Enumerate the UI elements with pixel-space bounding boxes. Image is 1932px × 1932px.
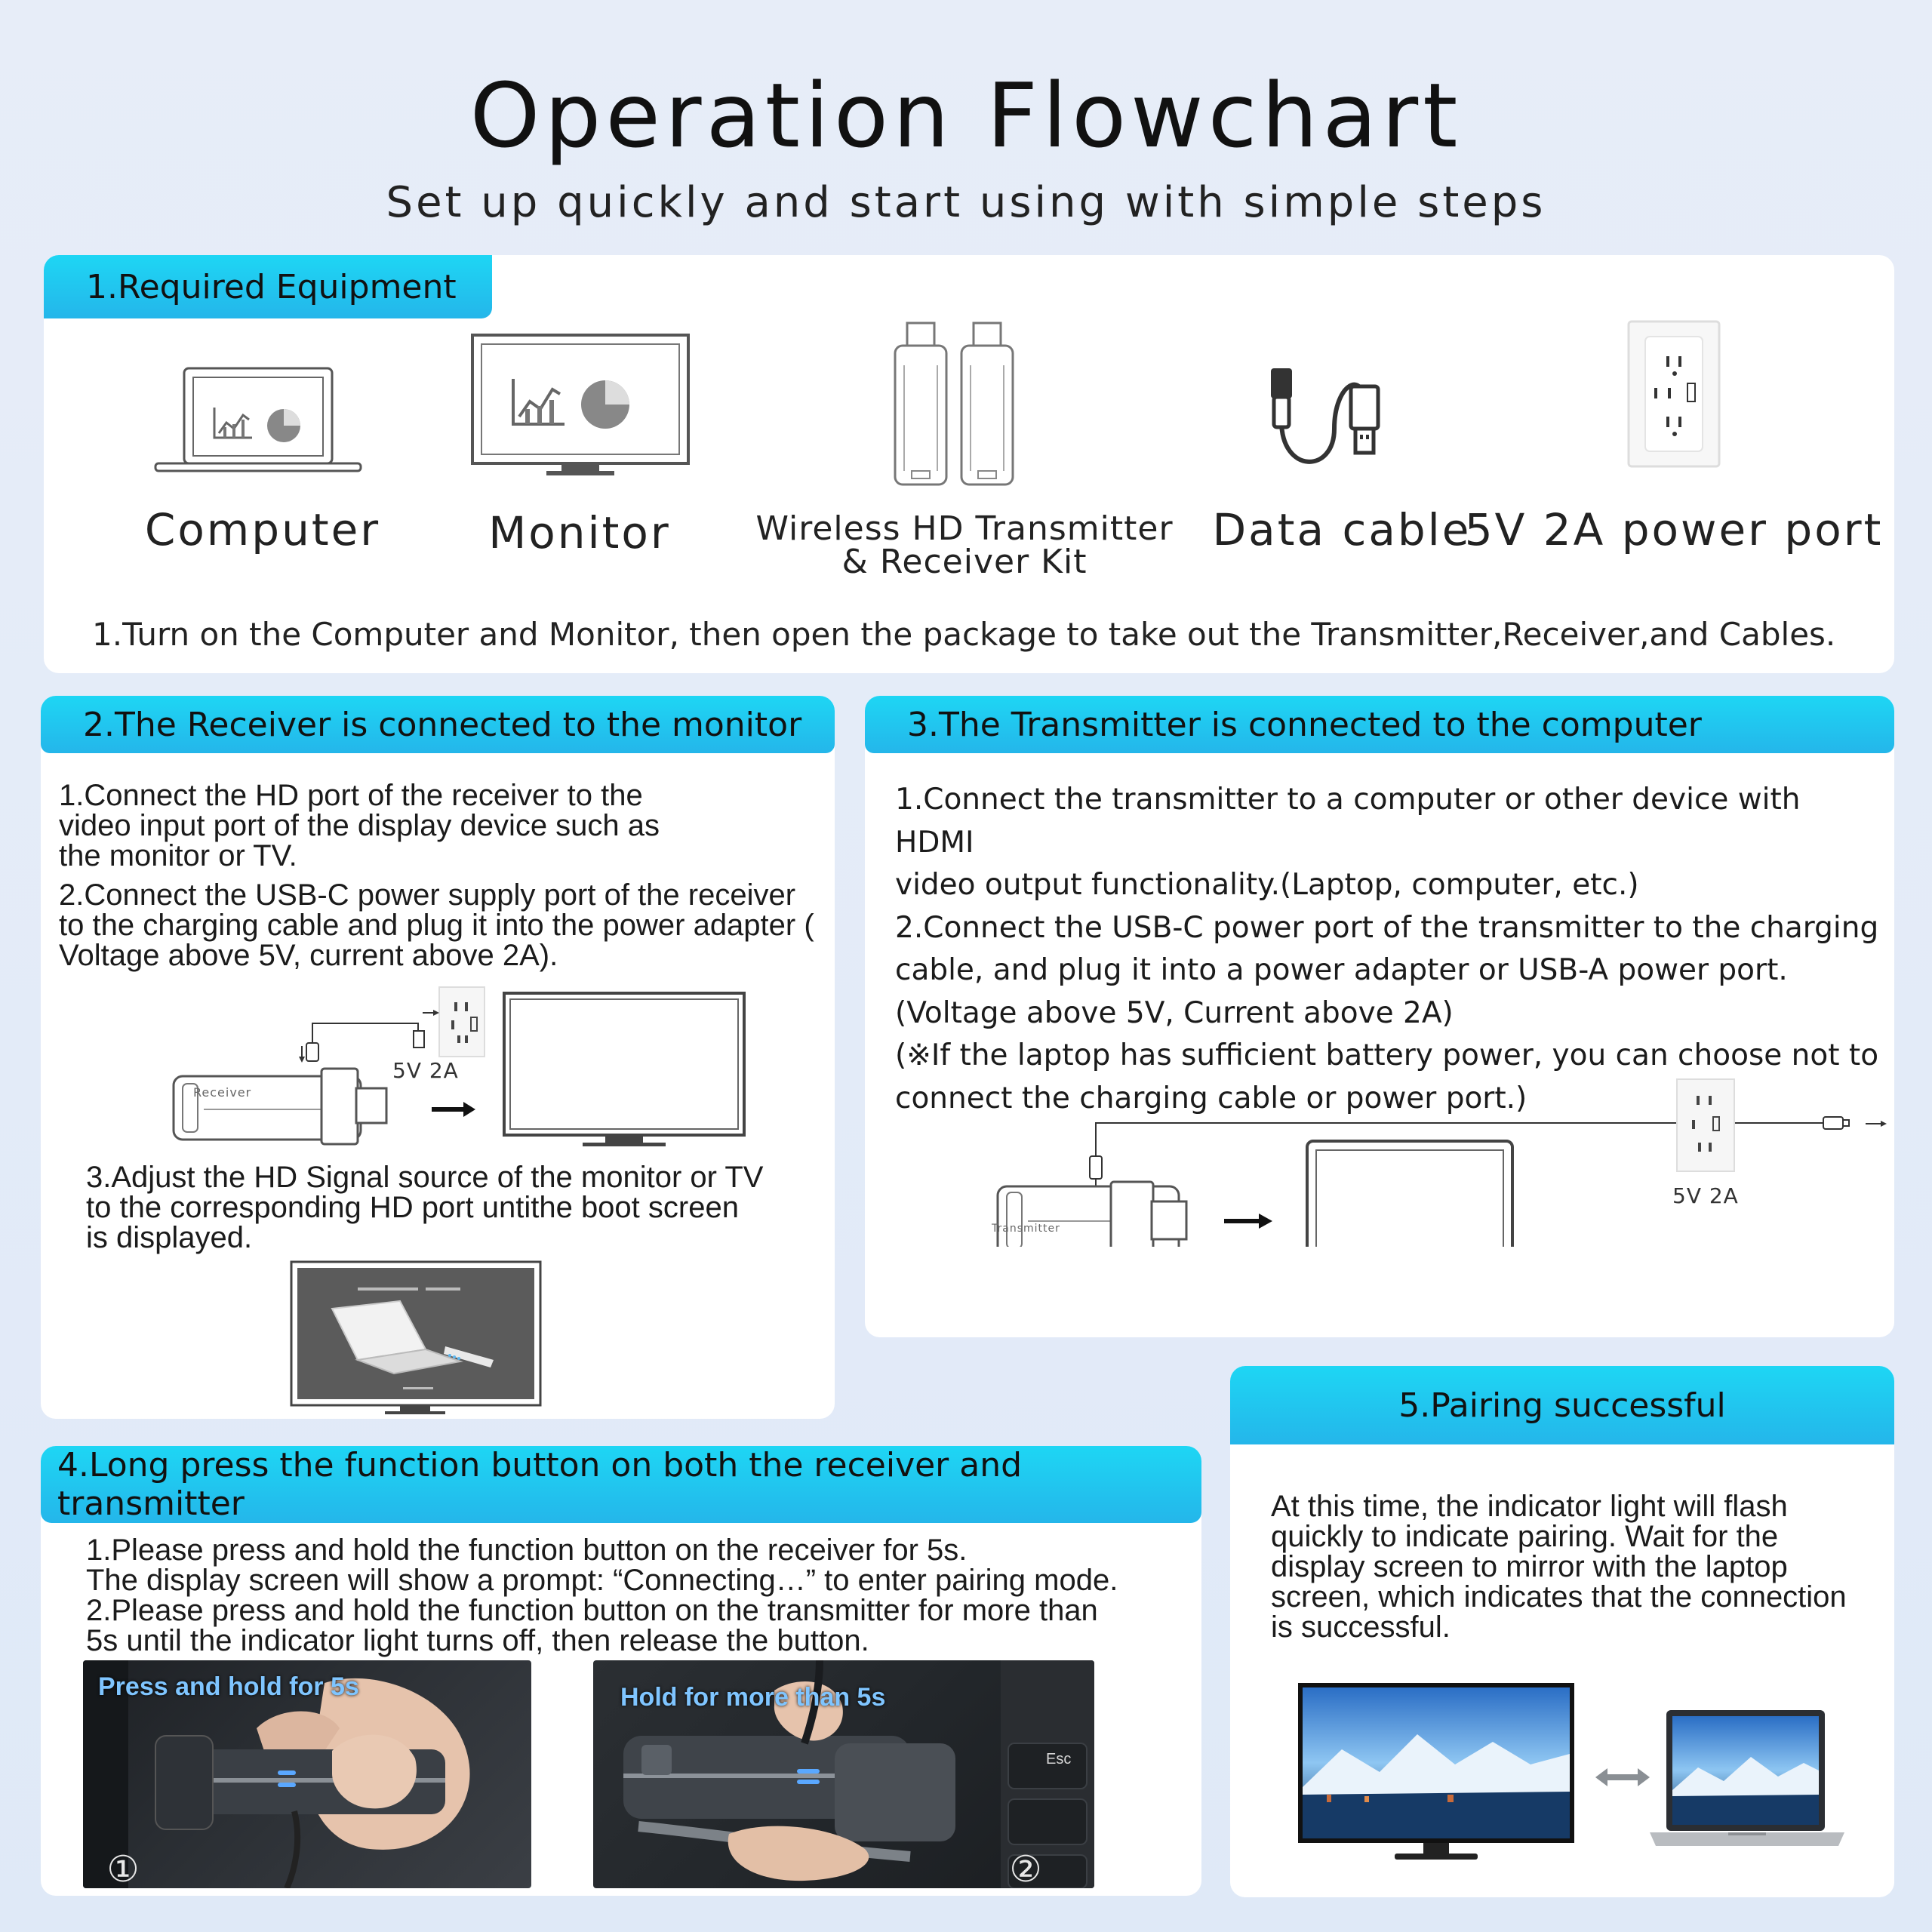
receiver-instructions (59, 780, 821, 980)
section-transmitter-computer (865, 696, 1894, 1337)
section-tab: 1.Required Equipment (44, 255, 492, 318)
long-press-line: 1.Please press and hold the function button on the receiver for 5s. (86, 1534, 968, 1567)
section-tab: 4.Long press the function button on both the receiver and transmitter (41, 1446, 1201, 1523)
equipment-label-kit-line1: Wireless HD Transmitter (755, 509, 1174, 548)
long-press-line: 2.Please press and hold the function button on the transmitter for more than (86, 1594, 1098, 1627)
transmitter-power-label: 5V 2A (1672, 1183, 1739, 1208)
pairing-description: At this time, the indicator light will flash quickly to indicate pairing. Wait for the display screen to mirror with the laptop screen, which indicates that the connection is successful. (1271, 1490, 1847, 1644)
power-outlet-icon (1627, 320, 1721, 468)
section-tab: 5.Pairing successful (1230, 1366, 1894, 1444)
equipment-label-computer: Computer (144, 504, 381, 555)
tv-mirror-image (1297, 1681, 1576, 1867)
page-subtitle: Set up quickly and start using with simple steps (386, 178, 1546, 227)
receiver-step-1: 1.Connect the HD port of the receiver to the video input port of the display device such as the monitor or TV. (59, 779, 660, 872)
laptop-icon (154, 362, 362, 477)
transmitter-arrow-icon (1866, 1118, 1888, 1129)
section-required-equipment (44, 255, 1894, 673)
step-number-badge: ② (1009, 1848, 1042, 1890)
receiver-device-label: Receiver (193, 1085, 252, 1100)
long-press-line: 5s until the indicator light turns off, then release the button. (86, 1624, 869, 1657)
equipment-label-monitor: Monitor (488, 507, 671, 558)
section-receiver-monitor (41, 696, 835, 1419)
section-tab: 2.The Receiver is connected to the monitor (41, 696, 835, 753)
transmitter-device-label: Transmitter (992, 1223, 1060, 1235)
long-press-line: The display screen will show a prompt: “Connecting…” to enter pairing mode. (86, 1564, 1118, 1597)
receiver-step-3: 3.Adjust the HD Signal source of the monitor or TV to the corresponding HD port untithe boot screen is displayed. (86, 1161, 764, 1254)
transmitter-line: video output functionality.(Laptop, computer, etc.) (895, 868, 1639, 902)
long-press-instructions (86, 1535, 1188, 1656)
transmitter-line: cable, and plug it into a power adapter or USB-A power port. (895, 953, 1788, 987)
equipment-label-power-port: 5V 2A power port (1464, 504, 1884, 555)
laptop-mirror-image (1645, 1707, 1849, 1852)
usb-cable-icon (1244, 361, 1395, 474)
transmitter-line: 2.Connect the USB-C power port of the transmitter to the charging (895, 910, 1879, 945)
receiver-step-2: 2.Connect the USB-C power supply port of the receiver to the charging cable and plug it into the power adapter ( Voltage above 5V, current above 2A). (59, 878, 814, 972)
equipment-note: 1.Turn on the Computer and Monitor, then open the package to take out the Transmitter,Receiver,and Cables. (92, 616, 1836, 653)
page-title: Operation Flowchart (469, 63, 1463, 168)
receiver-power-label: 5V 2A (392, 1058, 459, 1083)
section-tab: 3.The Transmitter is connected to the computer (865, 696, 1894, 753)
transmitter-line: 1.Connect the transmitter to a computer or other device with HDMI (895, 783, 1801, 860)
boot-screen-monitor (290, 1260, 542, 1419)
transmitter-line: connect the charging cable or power port.) (895, 1081, 1527, 1115)
transmitter-instructions (895, 779, 1884, 1120)
escape-key-label: Esc (1046, 1751, 1072, 1767)
section-long-press (41, 1446, 1201, 1896)
bidirectional-arrow-icon (1595, 1766, 1650, 1789)
step-number-badge: ① (106, 1848, 140, 1890)
transmitter-receiver-kit-icon (889, 320, 1093, 486)
photo-caption: Hold for more than 5s (620, 1683, 886, 1712)
equipment-label-data-cable: Data cable (1212, 504, 1472, 555)
monitor-icon (471, 334, 690, 477)
transmitter-line: (Voltage above 5V, Current above 2A) (895, 995, 1454, 1030)
equipment-label-kit-line2: & Receiver Kit (841, 543, 1088, 581)
transmitter-line: (※If the laptop has sufficient battery power, you can choose not to (895, 1038, 1879, 1072)
photo-caption: Press and hold for 5s (98, 1672, 359, 1701)
section-pairing-successful (1230, 1366, 1894, 1897)
power-outlet-icon (1675, 1078, 1736, 1173)
